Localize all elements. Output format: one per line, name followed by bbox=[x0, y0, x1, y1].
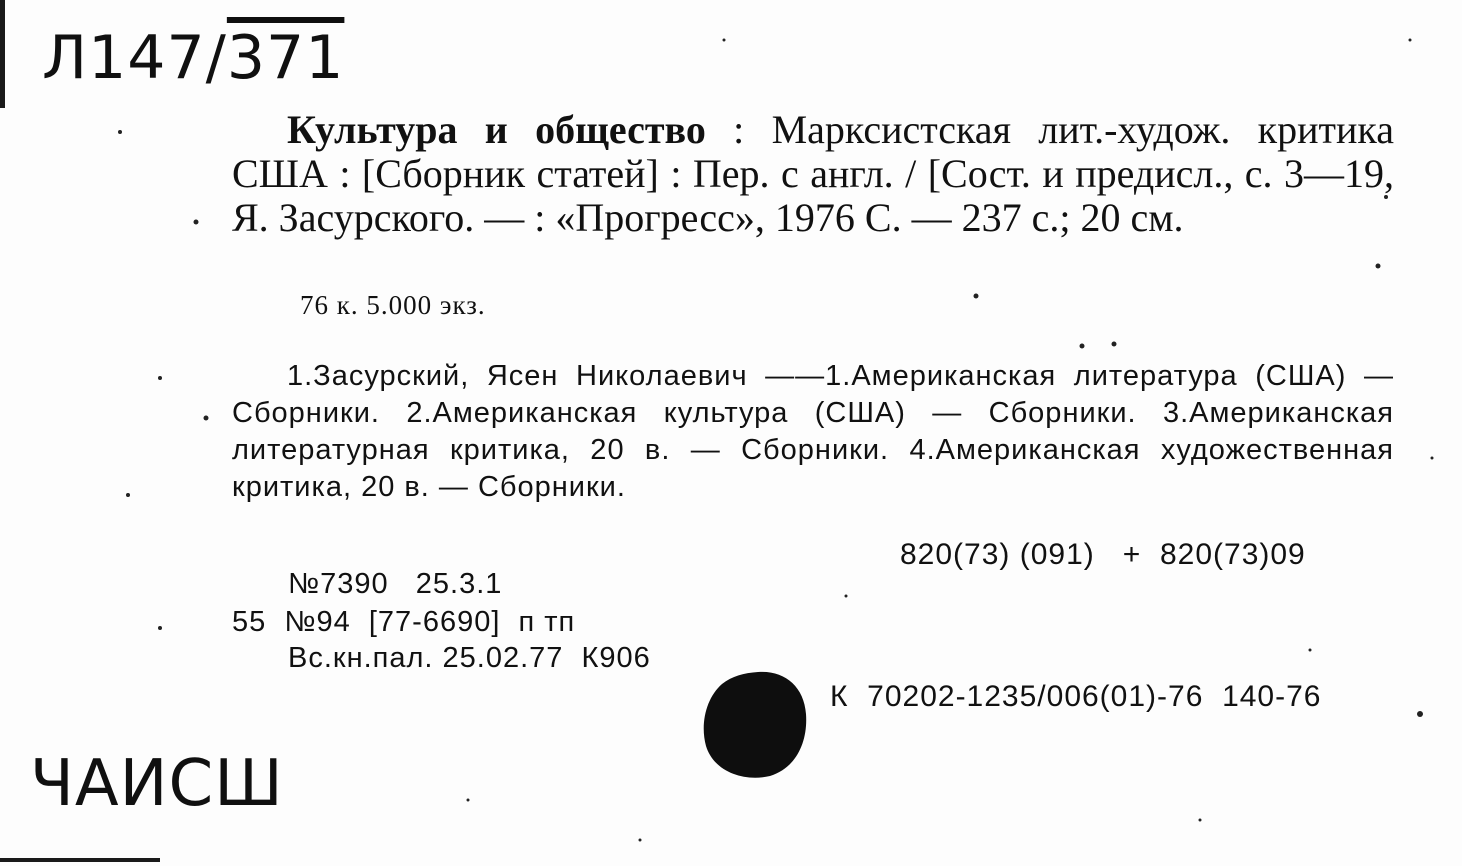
service-line-2: 55 №94 [77-6690] п тп bbox=[232, 606, 576, 638]
entry-description: : Марксистская лит.-худож. критика США : [Сборник статей] : Пер. с англ. / [Сост. и предисл., с. 3—19, Я. Засурского. — : «Прогресс», 1976 С. — 237 с.; 20 см. bbox=[232, 107, 1394, 240]
index-code: К 70202-1235/006(01)-76 140-76 bbox=[830, 680, 1322, 713]
ink-blot bbox=[700, 668, 810, 780]
bibliographic-description bbox=[232, 108, 1394, 240]
call-number-separator: / bbox=[205, 23, 227, 93]
handwritten-shelf-code: ЧАИСШ bbox=[30, 747, 284, 821]
call-number-main: Л147 bbox=[42, 23, 206, 93]
price-and-run: 76 к. 5.000 экз. bbox=[300, 290, 486, 320]
call-number-sub: 371 bbox=[226, 23, 345, 93]
subject-headings: 1.Засурский, Ясен Николаевич ——1.Американская литература (США) — Сборники. 2.Американская культура (США) — Сборники. 3.Американская литературная критика, 20 в. — Сборники. 4.Американская художественная критика, 20 в. — Сборники. bbox=[232, 360, 1394, 503]
handwritten-call-number bbox=[42, 23, 345, 93]
service-line-3: Вс.кн.пал. 25.02.77 К906 bbox=[288, 642, 651, 674]
entry-title: Культура и общество bbox=[287, 107, 706, 152]
service-line-1: №7390 25.3.1 bbox=[288, 568, 503, 600]
classification-codes: 820(73) (091) + 820(73)09 bbox=[900, 538, 1306, 571]
